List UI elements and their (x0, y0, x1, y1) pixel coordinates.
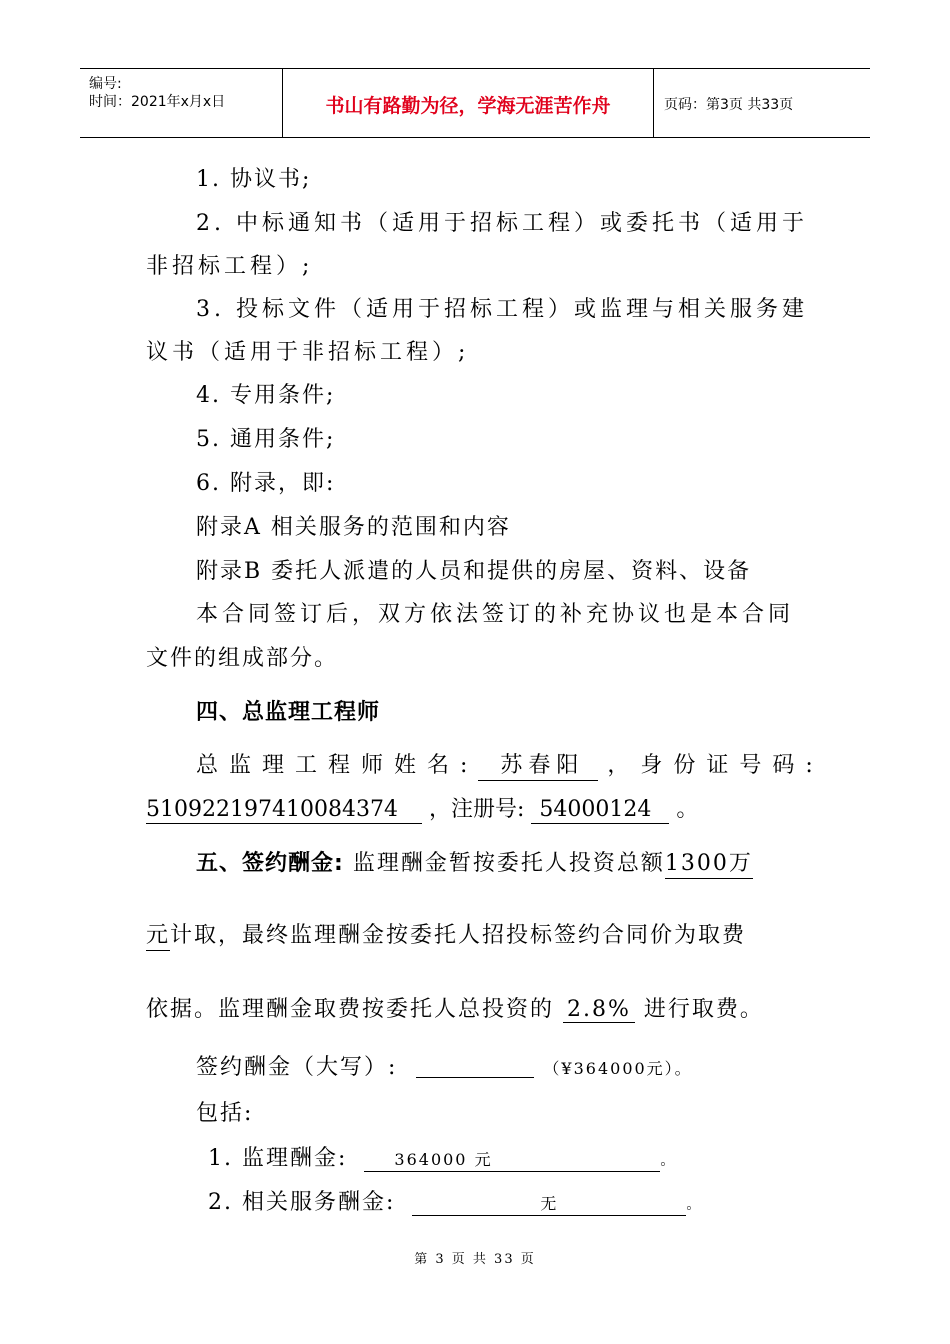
time-label: 时间：2021年x月x日 (89, 94, 226, 110)
includes-label: 包括: (196, 1101, 254, 1126)
section5-heading: 五、签约酬金: (196, 851, 344, 876)
id-number: 510922197410084374 (146, 797, 422, 824)
id-label: ， 身 份 证 号 码 : (607, 753, 815, 778)
list-item: 议书（适用于非招标工程）; (146, 340, 470, 365)
list-item: 非招标工程）; (146, 254, 314, 279)
appendix-b: 附录B 委托人派遣的人员和提供的房屋、资料、设备 (196, 559, 752, 584)
number-label: 编号: (89, 76, 122, 92)
signing-fee-line (196, 1050, 693, 1081)
fee1-label: 1. 监理酬金: (208, 1146, 348, 1171)
registration-label: ，注册号: (428, 797, 525, 822)
appendix-a: 附录A 相关服务的范围和内容 (196, 515, 511, 540)
list-item: 4. 专用条件; (196, 383, 336, 408)
engineer-line (196, 748, 815, 781)
section5-line1 (196, 846, 753, 879)
page-footer: 第 3 页 共 33 页 (414, 1252, 536, 1267)
section5-text-3b: 进行取费。 (643, 997, 764, 1022)
signing-fee-label: 签约酬金（大写）: (196, 1055, 398, 1080)
section5-text-2: 计取，最终监理酬金按委托人招投标签约合同价为取费 (170, 923, 747, 948)
section-heading: 四、总监理工程师 (196, 700, 381, 725)
engineer-name: 苏春阳 (478, 748, 598, 781)
paragraph: 文件的组成部分。 (146, 646, 339, 671)
list-item: 6. 附录，即: (196, 471, 336, 496)
engineer-name-label: 总 监 理 工 程 师 姓 名 : (196, 753, 470, 778)
fee-item-2 (208, 1185, 702, 1216)
investment-amount: 1300万 (665, 846, 753, 879)
list-item: 1. 协议书; (196, 167, 312, 192)
signing-fee-blank (416, 1054, 534, 1078)
registration-number: 54000124 (531, 797, 669, 824)
motto-text: 书山有路勤为径，学海无涯苦作舟 (325, 95, 611, 117)
section5-line2 (146, 918, 746, 951)
section5-text: 监理酬金暂按委托人投资总额 (352, 851, 665, 876)
header-meta (80, 69, 282, 137)
fee2-period: 。 (686, 1197, 703, 1213)
fee-item-1 (208, 1141, 676, 1172)
list-item: 3. 投标文件（适用于招标工程）或监理与相关服务建 (196, 297, 808, 322)
fee2-label: 2. 相关服务酬金: (208, 1190, 396, 1215)
header-page (654, 69, 870, 137)
fee2-value: 无 (412, 1191, 686, 1216)
header-motto (282, 69, 654, 137)
list-item: 5. 通用条件; (196, 427, 336, 452)
id-line (146, 792, 698, 824)
fee-rate: 2.8% (563, 997, 635, 1023)
fee1-value: 364000 元 (364, 1147, 660, 1172)
page-header (80, 68, 870, 138)
list-item: 2. 中标通知书（适用于招标工程）或委托书（适用于 (196, 211, 808, 236)
investment-unit: 元 (146, 918, 170, 951)
section5-text-3a: 依据。监理酬金取费按委托人总投资的 (146, 997, 555, 1022)
fee1-period: 。 (660, 1153, 677, 1169)
page-label: 页码：第3页 共33页 (664, 97, 794, 113)
paragraph: 本合同签订后，双方依法签订的补充协议也是本合同 (196, 602, 795, 627)
section5-line3 (146, 992, 764, 1023)
signing-fee-amount: （¥364000元）。 (543, 1059, 693, 1078)
period: 。 (676, 797, 699, 822)
